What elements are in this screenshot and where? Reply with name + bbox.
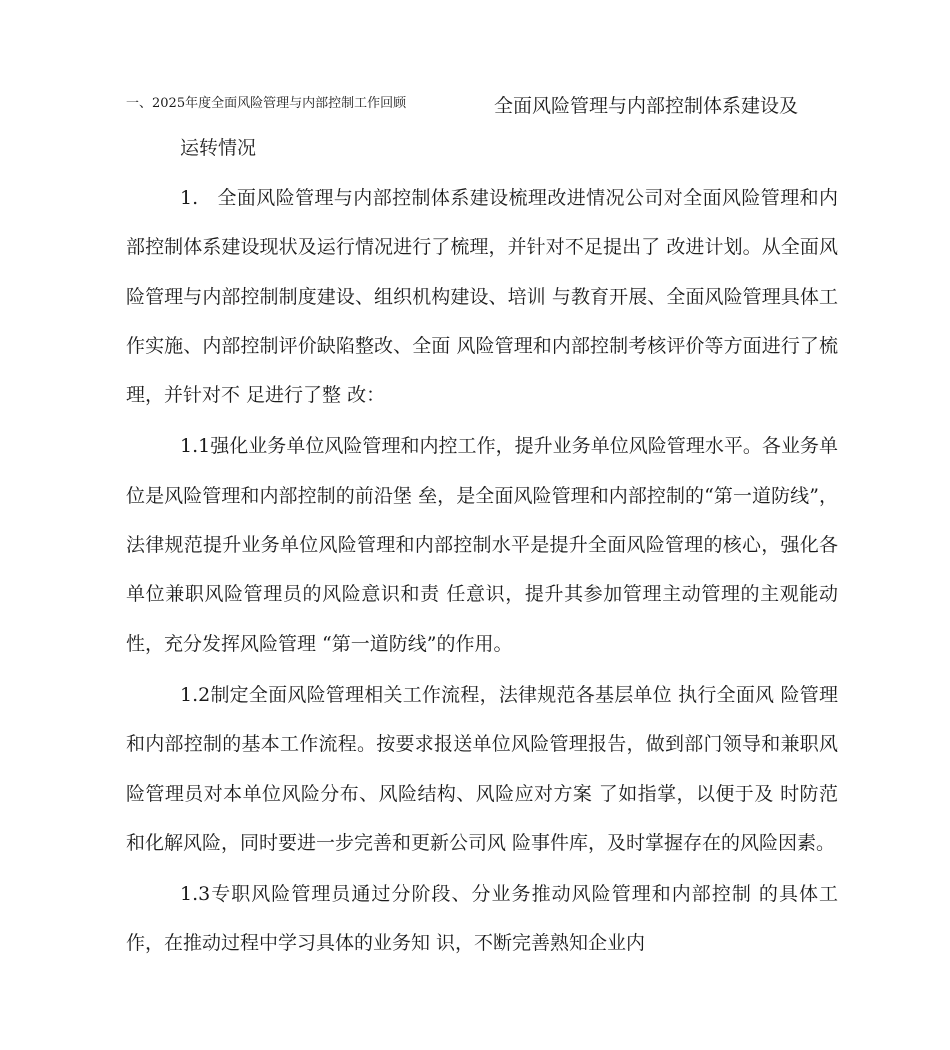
section-heading-continued: 运转情况 [180, 137, 257, 159]
paragraph-1: 1. 全面风险管理与内部控制体系建设梳理改进情况公司对全面风险管理和内部控制体系建设现状及运行情况进行了梳理，并针对不足提出了 改进计划。从全面风险管理与内部控制制度建设、组织机构建设、培训 与教育开展、全面风险管理具体工作实施、内部控制评价缺陷整改、全面 风险管理和内部控制考核评价等方面进行了梳理，并针对不 足进行了整 改： [126, 187, 838, 407]
document-body [126, 174, 838, 969]
header-row [126, 92, 838, 122]
paragraph-1-2: 1.2制定全面风险管理相关工作流程，法律规范各基层单位 执行全面风 险管理和内部控制的基本工作流程。按要求报送单位风险管理报告，做到部门领导和兼职风险管理员对本单位风险分布、风险结构、风险应对方案 了如指掌，以便于及 时防范和化解风险，同时要进一步完善和更新公司风 险事件库，及时掌握存在的风险因素。 [126, 683, 838, 854]
paragraph-1-3: 1.3专职风险管理员通过分阶段、分业务推动风险管理和内部控制 的具体工作，在推动过程中学习具体的业务知 识，不断完善熟知企业内 [126, 883, 838, 955]
section-label: 一、2025年度全面风险管理与内部控制工作回顾 [126, 96, 407, 111]
paragraph-1-1: 1.1强化业务单位风险管理和内控工作，提升业务单位风险管理水平。各业务单位是风险管理和内部控制的前沿堡 垒，是全面风险管理和内部控制的“第一道防线”，法律规范提升业务单位风险管理和内部控制水平是提升全面风险管理的核心，强化各单位兼职风险管理员的风险意识和责 任意识，提升其参加管理主动管理的主观能动性，充分发挥风险管理 “第一道防线”的作用。 [126, 435, 838, 655]
section-heading: 全面风险管理与内部控制体系建设及 [494, 95, 799, 117]
